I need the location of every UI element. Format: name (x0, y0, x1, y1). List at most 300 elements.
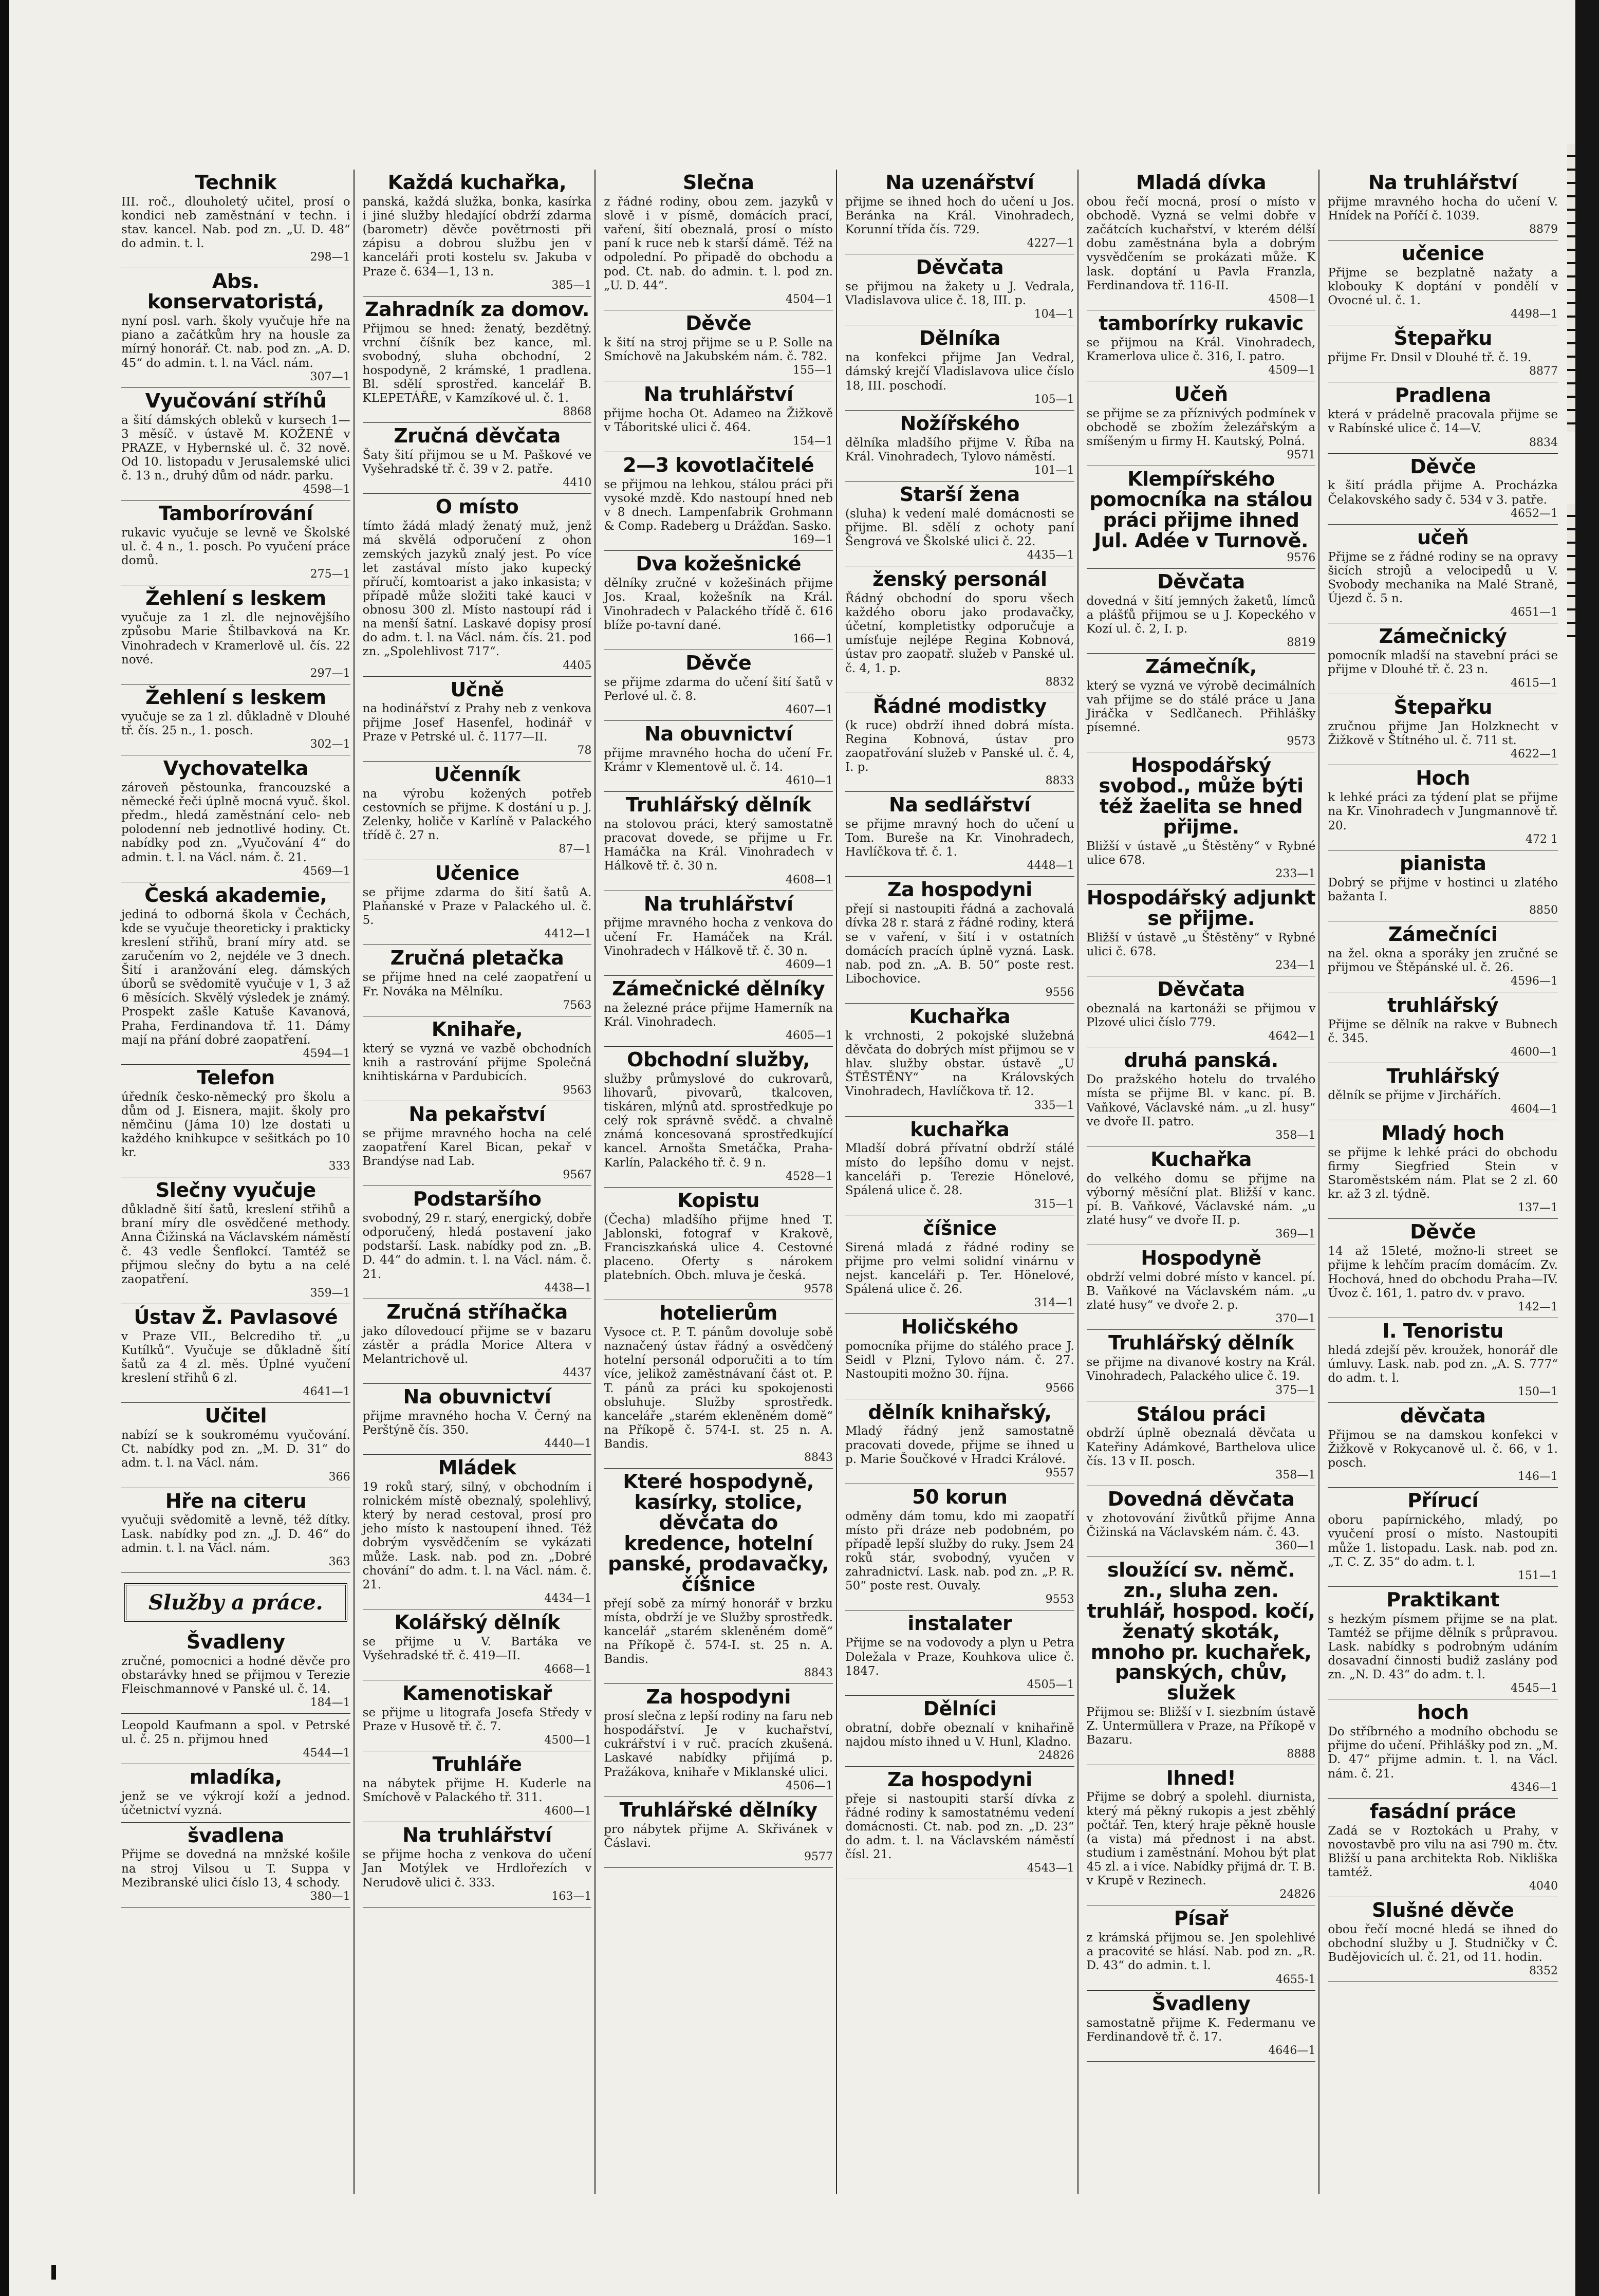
ad-reference-number: 9573 (1287, 735, 1316, 748)
classified-ad (1087, 1146, 1316, 1245)
ad-headline: Dva kožešnické (636, 552, 801, 576)
ad-reference-number: 375—1 (1275, 1383, 1316, 1397)
ad-text: na hodinářství z Prahy neb z venkova přijme Josef Hasenfel, hodinář v Praze v Petrské ul. č. 1177—II. (362, 702, 592, 744)
classified-columns (118, 170, 1561, 2194)
classified-ad (1087, 381, 1316, 466)
classified-ad (845, 482, 1074, 566)
ad-reference-number: 314—1 (1034, 1297, 1074, 1310)
classified-ad (1328, 240, 1558, 325)
ad-reference-number: 275—1 (310, 568, 350, 581)
ad-reference-number: 4498—1 (1510, 308, 1558, 321)
ad-reference-number: 105—1 (1034, 393, 1074, 406)
ad-reference-number: 4508—1 (1268, 292, 1316, 306)
classified-ad (845, 1004, 1074, 1117)
ad-headline: Ihned! (1166, 1766, 1236, 1789)
ad-text: hledá zdejší pěv. kroužek, honorář dle úmluvy. Lask. nab. pod zn. „A. S. 777“ do adm. t. l. (1328, 1343, 1558, 1385)
ad-headline: Dělníka (919, 327, 1000, 350)
ad-text: obdrží velmi dobré místo v kancel. pí. B. Vaňkové na Václavském nám. „u zlaté husy“ ve dvoře 2. p. (1086, 1271, 1316, 1312)
classified-ad (604, 381, 833, 452)
ad-headline: Na sedlářství (888, 793, 1031, 817)
classified-ad (1328, 623, 1558, 694)
ad-text: Přijme se dovedná na mnžské košile na stroj Vilsou u T. Suppa v Mezibranské ulici číslo 13, 4 schody. (121, 1848, 350, 1890)
ad-text: Bližší v ústavě „u Štěstěny“ v Rybné ulici č. 678. (1086, 931, 1316, 959)
ad-reference-number: 4607—1 (785, 703, 833, 716)
classified-ad (1328, 694, 1558, 765)
ad-text: z krámská přijmou se. Jen spolehlivé a pracovité se hlásí. Nab. pod zn. „R. D. 43“ do admin. t. l. (1086, 1931, 1316, 1973)
ad-reference-number: 8850 (1529, 903, 1558, 917)
ad-reference-number: 4646—1 (1268, 2044, 1316, 2057)
ad-reference-number: 104—1 (1034, 308, 1074, 321)
ad-text: se přijmou na lehkou, stálou práci při vysoké mzdě. Kdo nastoupí hned neb v 8 dnech. Lampenfabrik Grohmann & Comp. Radeberg u Drážďan. Sasko. (604, 477, 833, 533)
ad-reference-number: 360—1 (1275, 1539, 1316, 1552)
classified-ad (363, 1016, 592, 1101)
ad-reference-number: 4651—1 (1510, 606, 1558, 619)
ad-text: který se vyzná ve výrobě decimálních vah přijme se do stálé práce u Jana Jiráčka v Sedlčanech. Přihlášky písemné. (1086, 679, 1316, 735)
classified-ad (845, 693, 1074, 792)
ad-headline: Za hospodyni (887, 1768, 1032, 1791)
ad-headline: Zámečníci (1388, 922, 1498, 946)
ad-reference-number: 4227—1 (1027, 237, 1074, 250)
ad-column-1 (118, 170, 355, 2194)
classified-ad (604, 1684, 833, 1797)
ad-text: přijme mravného hocha do učení V. Hnídek na Poříčí č. 1039. (1328, 195, 1558, 223)
ad-headline: Knihaře, (431, 1017, 523, 1041)
ad-headline: děvčata (1400, 1404, 1486, 1428)
ad-reference-number: 9577 (804, 1850, 833, 1863)
ad-reference-number: 166—1 (792, 632, 833, 645)
ad-reference-number: 4569—1 (303, 864, 350, 878)
ad-headline: Děvče (685, 311, 752, 335)
classified-ad (1087, 1486, 1316, 1557)
ad-headline: Za hospodyni (646, 1686, 791, 1709)
ad-text: k šití na stroj přijme se u P. Solle na Smíchově na Jakubském nám. č. 782. (604, 336, 833, 363)
ad-headline: Mladá dívka (1136, 171, 1266, 194)
classified-ad (121, 170, 350, 268)
classified-ad (1328, 1897, 1558, 1982)
ad-text: nabízí se k soukromému vyučování. Ct. nabídky pod zn. „M. D. 31“ do adm. t. l. na Václ. nám. (121, 1429, 350, 1470)
ad-text: jediná to odborná škola v Čechách, kde se vyučuje theoreticky i prakticky kreslení střihů, braní míry atd. se zaručením vo 2, nejdéle ve 3 dnech. Šití i aranžování eleg. dámských úborů se svědomitě vyučuje v 1, 3 až 6 měsících. Skvělý výsledek je známý. Prospekt zašle Katuše Kavanová, Praha, Ferdinandova tř. 11. Dámy mají na přání dobré zaopatření. (121, 908, 350, 1047)
ad-text: obeznalá na kartonáži se přijmou v Plzové ulici číslo 779. (1086, 1002, 1316, 1030)
ad-headline: Pradlena (1395, 384, 1491, 407)
classified-ad (1328, 1488, 1558, 1586)
adjacent-page-strip-lower (1567, 504, 1575, 637)
classified-ad (845, 1117, 1074, 1215)
ad-column-2 (360, 170, 596, 2194)
ad-text: k šití prádla přijme A. Procházka Čelakovského sady č. 534 v 3. patře. (1328, 479, 1558, 507)
margin-mark (51, 2265, 56, 2280)
ad-headline: Zámečnický (1379, 625, 1507, 648)
ad-reference-number: 4434—1 (544, 1591, 592, 1605)
ad-headline: Kuchařka (1150, 1147, 1252, 1171)
classified-ad (604, 1797, 833, 1868)
ad-column-5 (1084, 170, 1320, 2194)
ad-text: se přijme u litografa Josefa Středy v Praze v Husově tř. č. 7. (362, 1706, 592, 1734)
ad-headline: Slečna (682, 171, 754, 194)
ad-text: zručnou přijme Jan Holzknecht v Žižkově v Štítného ul. č. 711 st. (1328, 720, 1558, 748)
classified-ad (1087, 1765, 1316, 1906)
ad-headline: učenice (1402, 242, 1484, 265)
ad-reference-number: 233—1 (1275, 867, 1316, 881)
ad-reference-number: 4437 (563, 1366, 592, 1379)
ad-text: III. roč., dlouholetý učitel, prosí o kondici neb zaměstnání v techn. i stav. kancel. Nab. pod zn. „U. D. 48“ do admin. t. l. (121, 195, 350, 251)
ad-headline: instalater (907, 1612, 1012, 1635)
classified-ad (363, 1186, 592, 1299)
ad-reference-number: 4608—1 (785, 873, 833, 886)
classified-ad (845, 792, 1074, 877)
ad-text: se přijmou na žakety u J. Vedrala, Vladislavova ulice č. 18, III. p. (845, 280, 1074, 308)
ad-text: Přijmou se na damskou konfekci v Žižkově v Rokycanově ul. č. 66, v 1. posch. (1328, 1429, 1558, 1470)
ad-reference-number: 4505—1 (1027, 1678, 1074, 1691)
ad-reference-number: 146—1 (1517, 1470, 1558, 1484)
ad-reference-number: 151—1 (1517, 1569, 1558, 1582)
classified-ad (604, 310, 833, 381)
ad-text: Přijmou se hned: ženatý, bezdětný. vrchní číšník bez kance, ml. svobodný, sluha obchodní, 2 hospodyně, 2 krámské, 1 pradlena. Bl. sdělí sprostřed. kancelář B. KLEPETÁŘE, v Kamzíkové ul. č. 1. (362, 322, 592, 405)
ad-headline: fasádní práce (1369, 1800, 1516, 1823)
ad-text: obou řečí mocná, prosí o místo v obchodě. Vyzná se velmi dobře v začátcích kuchařství, v kterém délší dobu zaměstnána byla a dobrým vysvědčením se prokázati může. K lask. doptání u Pavla Franzla, Ferdinandova tř. 116-II. (1086, 195, 1316, 292)
classified-ad (121, 1823, 350, 1908)
ad-reference-number: 8352 (1529, 1965, 1558, 1978)
ad-column-3 (601, 170, 837, 2194)
classified-ad (121, 882, 350, 1065)
ad-reference-number: 4604—1 (1510, 1103, 1558, 1116)
ad-reference-number: 333 (328, 1160, 350, 1173)
section-heading: Služby a práce. (124, 1583, 347, 1622)
ad-headline: Zručná děvčata (394, 424, 561, 448)
ad-reference-number: 9578 (804, 1283, 833, 1296)
ad-reference-number: 4440—1 (544, 1437, 592, 1451)
classified-ad (121, 1177, 350, 1304)
classified-ad (363, 1822, 592, 1907)
ad-text: Přijme se z řádné rodiny se na opravy šicích strojů a velocipedů u V. Svobody mechanika na Malé Straně, Újezd č. 5 n. (1328, 550, 1558, 605)
ad-text: vyučuje se za 1 zl. důkladně v Dlouhé tř. čís. 25 n., 1. posch. (121, 710, 350, 737)
classified-ad (1328, 765, 1558, 850)
classified-ad (121, 1403, 350, 1488)
classified-ad (1328, 992, 1558, 1063)
ad-headline: švadlena (187, 1824, 284, 1847)
ad-reference-number: 4448—1 (1027, 859, 1074, 873)
ad-text: se přijme hocha z venkova do učení Jan Motýlek ve Hrdlořezích v Nerudově ulici č. 333. (362, 1848, 592, 1890)
ad-text: dělníky zručné v kožešinách přijme Jos. Kraal, kožešník na Král. Vinohradech v Palackého třídě č. 616 blíže po-tavní dané. (604, 577, 833, 632)
scan-border (1575, 0, 1599, 2296)
ad-reference-number: 8888 (1287, 1747, 1316, 1761)
ad-headline: Hospodyně (1141, 1247, 1261, 1270)
classified-ad (604, 1188, 833, 1301)
classified-ad (1328, 1063, 1558, 1120)
ad-headline: Děvčata (916, 256, 1004, 279)
ad-reference-number: 9556 (1045, 986, 1074, 999)
ad-headline: Mladý hoch (1381, 1122, 1504, 1145)
ad-reference-number: 9563 (563, 1083, 592, 1097)
ad-reference-number: 4622—1 (1510, 748, 1558, 761)
ad-reference-number: 369—1 (1275, 1228, 1316, 1241)
ad-headline: Za hospodyni (887, 878, 1032, 901)
ad-text: služby průmyslové do cukrovarů, lihovarů, pivovarů, tkalcoven, tiskáren, mlýnů atd. sprostředkuje po celý rok správně svědč. a chvalně známá koncesovaná sprostředkující kancel. Arnošta Smetáčka, Praha-Karlín, Palackého tř. č. 9 n. (604, 1072, 833, 1170)
classified-ad (121, 1065, 350, 1178)
ad-text: se přijme se za příznivých podmínek v obchodě se zbožím železářským a smíšeným u firmy H. Kautský, Polná. (1086, 406, 1316, 449)
classified-ad (604, 721, 833, 792)
ad-reference-number: 8843 (804, 1451, 833, 1465)
classified-ad (1087, 1330, 1316, 1401)
classified-ad (1328, 525, 1558, 623)
ad-text: na výrobu kožených potřeb cestovních se přijme. K dostání u p. J. Zelenky, holiče v Karlíně v Palackého třídě č. 27 n. (362, 787, 592, 843)
ad-headline: Učitel (204, 1404, 267, 1428)
ad-headline: Na truhlářství (1368, 171, 1518, 194)
classified-ad (363, 170, 592, 297)
ad-headline: Klempířského pomocníka na stálou práci přijme ihned Jul. Adée v Turnově. (1089, 468, 1313, 552)
ad-reference-number: 4506—1 (785, 1779, 833, 1792)
ad-text: přijme Fr. Dnsil v Dlouhé tř. č. 19. (1328, 351, 1532, 365)
ad-reference-number: 78 (577, 744, 592, 757)
ad-text: přejí sobě za mírný honorář v brzku místa, obdrží je ve Služby sprostředk. kancelář „starém skleněném domě“ na Příkopě č. 574-I. st. 25 n. A. Bandis. (604, 1597, 833, 1667)
ad-headline: Kuchařka (909, 1005, 1011, 1028)
classified-ad (845, 1767, 1074, 1880)
ad-text: úředník česko-německý pro školu a dům od J. Eisnera, majit. školy pro němčinu (Jáma 10) lze dostati u každého knihkupce v sešitkách po 10 kr. (121, 1090, 350, 1160)
ad-text: rukavic vyučuje se levně ve Školské ul. č. 4 n., 1. posch. Po vyučení práce domů. (121, 526, 350, 568)
ad-reference-number: 9571 (1287, 449, 1316, 462)
ad-text: Mladší dobrá přívatní obdrží stálé místo do lepšího domu v nejst. kanceláři p. Terezie Hönelové, Spálená ulice č. 28. (845, 1142, 1074, 1197)
ad-text: pro nábytek přijme A. Skřivánek v Čáslavi. (604, 1822, 833, 1850)
classified-ad (604, 891, 833, 976)
ad-headline: Dělníci (923, 1697, 997, 1720)
ad-headline: mladíka, (189, 1766, 282, 1789)
ad-text: oboru papírnického, mladý, po vyučení prosí o místo. Nastoupiti může 1. listopadu. Lask. nab. pod zn. „T. C. Z. 35“ do adm. t. l. (1328, 1513, 1558, 1569)
ad-headline: Stálou práci (1136, 1402, 1266, 1425)
classified-ad (121, 1764, 350, 1822)
ad-headline: Zámečník, (1145, 655, 1257, 678)
ad-reference-number: 155—1 (792, 363, 833, 377)
ad-headline: Slušné děvče (1372, 1899, 1514, 1922)
ad-text: k vrchnosti, 2 pokojské služebná děvčata do dobrých míst přijmou se v hlav. služby obstar. ústavě „U ŠTĚSTĚNY“ na Královských Vinohradech, Havlíčkova tř. 12. (845, 1029, 1074, 1099)
ad-headline: hoch (1417, 1701, 1469, 1724)
ad-reference-number: 4605—1 (785, 1029, 833, 1042)
classified-ad (1087, 1991, 1316, 2062)
classified-ad (363, 1384, 592, 1455)
classified-ad (363, 1609, 592, 1680)
classified-ad (363, 494, 592, 676)
ad-headline: Děvče (685, 651, 752, 674)
classified-ad (1087, 654, 1316, 752)
ad-reference-number: 8843 (804, 1667, 833, 1680)
ad-reference-number: 8833 (1045, 774, 1074, 788)
ad-headline: Truhlářský (1386, 1065, 1499, 1088)
ad-text: se přijme mravný hoch do učení u Tom. Bureše na Kr. Vinohradech, Havlíčkova tř. č. 1. (845, 818, 1074, 859)
classified-ad (363, 860, 592, 945)
ad-reference-number: 307—1 (310, 370, 350, 383)
classified-ad (845, 1314, 1074, 1399)
ad-text: se přijme zdarma do šití šatů A. Plaňanské v Praze v Palackého ul. č. 5. (362, 886, 592, 928)
ad-text: Šaty šití přijmou se u M. Paškové ve Vyšehradské tř. č. 39 v 2. patře. (362, 449, 592, 476)
ad-headline: Písař (1174, 1907, 1229, 1930)
ad-reference-number: 4543—1 (1027, 1862, 1074, 1875)
ad-reference-number: 359—1 (310, 1286, 350, 1300)
classified-ad (845, 1399, 1074, 1484)
ad-headline: 2—3 kovotlačitelé (623, 454, 814, 477)
ad-text: obou řečí mocné hledá se ihned do obchodní služby u J. Studničky v Č. Budějovicích ul. č. 21, od 11. hodin. (1328, 1922, 1558, 1965)
ad-headline: Praktikant (1386, 1588, 1500, 1611)
classified-ad (1328, 1403, 1558, 1488)
ad-headline: 50 korun (912, 1485, 1008, 1508)
ad-reference-number: 358—1 (1275, 1128, 1316, 1142)
classified-ad (1087, 1557, 1316, 1765)
ad-text: který se vyzná ve vazbě obchodních knih a rastrování přijme Společná knihtiskárna v Pardubicích. (362, 1042, 592, 1083)
classified-ad (363, 677, 592, 762)
ad-text: (Čecha) mladšího přijme hned T. Jablonski, fotograf v Krakově, Franciszkańská ulice 4. Cestovné placeno. Oferty s nárokem platebních. Obch. mluva je česká. (604, 1213, 833, 1283)
ad-text: na žel. okna a sporáky jen zručné se přijmou ve Štěpánské ul. č. 26. (1328, 947, 1558, 974)
ad-text: na železné práce přijme Hamerník na Král. Vinohradech. (604, 1001, 833, 1029)
ad-headline: Přírucí (1407, 1489, 1478, 1512)
ad-reference-number: 4596—1 (1510, 974, 1558, 988)
ad-text: do velkého domu se přijme na výborný měsíční plat. Bližší v kanc. pí. B. Vaňkové, Václavské nám. „u zlaté husy“ ve dvoře II. p. (1086, 1172, 1316, 1228)
ad-text: zručné, pomocnici a hodné děvče pro obstarávky hned se přijmou v Terezie Fleischmannové v Panské ul. č. 14. (121, 1654, 350, 1696)
classified-ad (845, 566, 1074, 693)
ad-headline: Učenník (434, 763, 520, 786)
ad-text: (sluha) k vedení malé domácnosti se přijme. Bl. sdělí z ochoty paní Šengrová ve Školské ulici č. 22. (845, 507, 1074, 548)
ad-text: v zhotovování živůtků přijme Anna Čižinská na Václavském nám. č. 43. (1086, 1511, 1316, 1539)
ad-reference-number: 4668—1 (544, 1663, 592, 1676)
ad-column-6 (1325, 170, 1561, 2194)
newspaper-page (9, 0, 1575, 2296)
ad-headline: Zámečnické dělníky (612, 977, 825, 1000)
ad-reference-number: 9557 (1045, 1466, 1074, 1479)
classified-ad (1328, 1699, 1558, 1798)
ad-text: se přijme na divanové kostry na Král. Vinohradech, Palackého ulice č. 19. (1086, 1356, 1316, 1383)
classified-ad (604, 650, 833, 721)
ad-headline: Holičského (901, 1316, 1018, 1339)
ad-reference-number: 9566 (1045, 1381, 1074, 1395)
classified-ad (845, 1610, 1074, 1695)
ad-headline: číšnice (923, 1216, 997, 1239)
ad-headline: Žehlení s leskem (145, 686, 326, 709)
classified-ad (845, 411, 1074, 482)
ad-headline: Děvčata (1157, 978, 1245, 1001)
ad-reference-number: 297—1 (310, 666, 350, 680)
ad-text: nyní posl. varh. školy vyučuje hře na piano a začátkům hry na housle za mírný honorář. Ct. nab. pod zn. „A. D. 45“ do admin. t. l. na Václ. nám. (121, 314, 350, 370)
ad-text: přijme mravného hocha z venkova do učení Fr. Hamáček na Král. Vinohradech v Hálkově tř. č. 30 n. (604, 916, 833, 958)
ad-text: jenž se ve výkrojí koží a jednod. účetnictví vyzná. (121, 1790, 350, 1818)
ad-reference-number: 8879 (1529, 223, 1558, 236)
ad-text: pomocníka přijme do stálého prace J. Seidl v Plzni, Tylovo nám. č. 27. Nastoupiti možno 30. října. (845, 1340, 1074, 1381)
ad-headline: Na obuvnictví (403, 1385, 551, 1408)
classified-ad (121, 501, 350, 585)
ad-text: v Praze VII., Belcrediho tř. „u Kutílků“. Vyučuje se důkladně šití šatů za 4 zl. měs. Úplné vyučení kreslení střihů 6 zl. (121, 1329, 350, 1385)
ad-reference-number: 4435—1 (1027, 549, 1074, 562)
ad-reference-number: 8868 (563, 405, 592, 419)
ad-headline: Švadleny (1151, 1992, 1251, 2015)
classified-ad (1087, 466, 1316, 569)
classified-ad (1087, 752, 1316, 885)
classified-ad (1328, 1120, 1558, 1219)
ad-reference-number: 24826 (1038, 1749, 1074, 1762)
ad-reference-number: 8834 (1529, 436, 1558, 449)
ad-text: Leopold Kaufmann a spol. v Petrské ul. č. 25 n. přijmou hned (121, 1719, 350, 1747)
ad-headline: ženský personál (872, 568, 1047, 591)
classified-ad (363, 1455, 592, 1609)
ad-headline: Starší žena (899, 483, 1020, 506)
adjacent-page-strip (1567, 144, 1575, 432)
classified-ad (1328, 1587, 1558, 1700)
ad-headline: Učně (450, 678, 504, 701)
ad-reference-number: 4438—1 (544, 1281, 592, 1294)
ad-text: z řádné rodiny, obou zem. jazyků v slově i v písmě, domácích prací, vaření, šití obeznalá, prosí o místo paní k ruce neb k starší dámě. Též na odpolední. Po připadě do obchodu a pod. Ct. nab. do admin. t. l. pod zn. „U. D. 44“. (604, 195, 833, 292)
classified-ad (604, 792, 833, 891)
ad-reference-number: 9553 (1045, 1593, 1074, 1606)
ad-text: Přijme se na vodovody a plyn u Petra Doležala v Praze, Kouhkova ulice č. 1847. (845, 1636, 1074, 1678)
classified-ad (363, 297, 592, 423)
ad-headline: Na truhlářství (402, 1824, 552, 1847)
classified-ad (1087, 1401, 1316, 1486)
ad-text: Přijmou se: Bližší v I. siezbním ústavě Z. Untermüllera v Praze, na Příkopě v Bazaru. (1086, 1706, 1316, 1747)
classified-ad (604, 170, 833, 310)
classified-ad (1328, 1219, 1558, 1318)
ad-reference-number: 4652—1 (1510, 507, 1558, 520)
ad-text: tímto žádá mladý ženatý muž, jenž má skvělá odporučení z ohon zemských jazyků znalý jest. Po více let zastával místo jako kupecký příručí, komtoarist a jako inkasista; v případě může složiti také kauci v obnosu 300 zl. Místo nastoupí rád i na menší šatní. Laskavé dopisy prosí do adm. t. l. na Václ. nám. čís. 21. pod zn. „Spolehlivost 717“. (362, 520, 592, 659)
ad-headline: Truhláře (432, 1753, 522, 1776)
ad-reference-number: 4040 (1529, 1880, 1558, 1893)
ad-headline: Truhlářský dělník (625, 793, 811, 817)
ad-reference-number: 385—1 (551, 279, 592, 292)
ad-reference-number: 4642—1 (1268, 1030, 1316, 1043)
ad-reference-number: 24826 (1279, 1888, 1316, 1901)
ad-text: dovedná v šití jemných žaketů, límců a plášťů přijmou se u J. Kopeckého v Kozí ul. č. 2, I. p. (1086, 594, 1316, 636)
ad-reference-number: 358—1 (1275, 1468, 1316, 1482)
ad-text: na stolovou práci, který samostatně pracovat dovede, se přijme u Fr. Hamáčka na Král. Vinohradech v Hálkově tř. č. 30 n. (604, 818, 833, 873)
ad-headline: Štepařku (1393, 327, 1492, 350)
classified-ad (1087, 170, 1316, 310)
ad-headline: Zahradník za domov. (364, 298, 589, 321)
ad-reference-number: 9576 (1287, 551, 1316, 564)
classified-ad (1328, 1318, 1558, 1403)
ad-text: obdrží úplně obeznalá děvčata u Kateřiny Adámkové, Barthelova ulice čís. 13 v II. posch. (1086, 1427, 1316, 1468)
classified-ad (845, 170, 1074, 254)
ad-text: 19 roků starý, silný, v obchodním i rolnickém místě obeznalý, spolehlivý, který by nerad cestoval, prosí pro jeho místo k nastoupení ihned. Též dobrým vysvědčením se vykázati může. Lask. nab. pod zn. „Dobré chování“ do adm. t. l. na Václ. nám. č. 21. (362, 1480, 592, 1591)
ad-text: s hezkým písmem přijme se na plat. Tamtéž se přijme dělník s průpravou. Lask. nabídky s podrobným udáním dosavadní činnosti budiž zaslány pod zn. „N. D. 43“ do adm. t. l. (1328, 1612, 1558, 1682)
classified-ad (363, 945, 592, 1016)
ad-reference-number: 4500—1 (544, 1734, 592, 1747)
ad-text: obratní, dobře obeznalí v knihařině najdou místo ihned u V. Hunl, Kladno. (845, 1721, 1074, 1749)
ad-text: se přijme u V. Bartáka ve Vyšehradské tř. č. 419—II. (362, 1635, 592, 1662)
ad-headline: O místo (435, 495, 519, 519)
classified-ad (1087, 310, 1316, 381)
ad-headline: učeň (1417, 526, 1469, 549)
ad-headline: Abs. konservatoristá, (147, 270, 324, 313)
classified-ad (845, 325, 1074, 410)
ad-column-4 (842, 170, 1079, 2194)
classified-ad (1087, 1245, 1316, 1330)
ad-headline: Zručná pletačka (390, 947, 564, 970)
ad-reference-number: 4412—1 (544, 928, 592, 941)
ad-reference-number: 154—1 (792, 435, 833, 448)
classified-ad (604, 452, 833, 551)
ad-reference-number: 4610—1 (785, 774, 833, 788)
ad-reference-number: 184—1 (310, 1696, 350, 1710)
classified-ad (845, 1696, 1074, 1767)
ad-reference-number: 4598—1 (303, 483, 350, 496)
ad-text: přijme mravného hocha do učení Fr. Krámr v Klementově ul. č. 14. (604, 746, 833, 774)
ad-headline: Obchodní služby, (627, 1048, 810, 1071)
classified-ad (121, 1304, 350, 1403)
ad-headline: Truhlářské dělníky (619, 1798, 817, 1821)
ad-headline: Štepařku (1393, 696, 1492, 719)
classified-ad (1328, 382, 1558, 453)
ad-reference-number: 4594—1 (303, 1047, 350, 1060)
ad-text: Do stříbrného a modního obchodu se přijme do učení. Přihlášky pod zn. „M. D. 47“ přijme admin. t. l. na Václ. nám. č. 21. (1328, 1725, 1558, 1781)
ad-text: jako dílovedoucí přijme se v bazaru zástěr a prádla Morice Altera v Melantrichově ul. (362, 1324, 592, 1366)
ad-reference-number: 137—1 (1517, 1201, 1558, 1215)
ad-reference-number: 472 1 (1526, 832, 1558, 846)
ad-headline: truhlářský (1387, 993, 1499, 1016)
classified-ad (1087, 976, 1316, 1047)
classified-ad (604, 551, 833, 650)
